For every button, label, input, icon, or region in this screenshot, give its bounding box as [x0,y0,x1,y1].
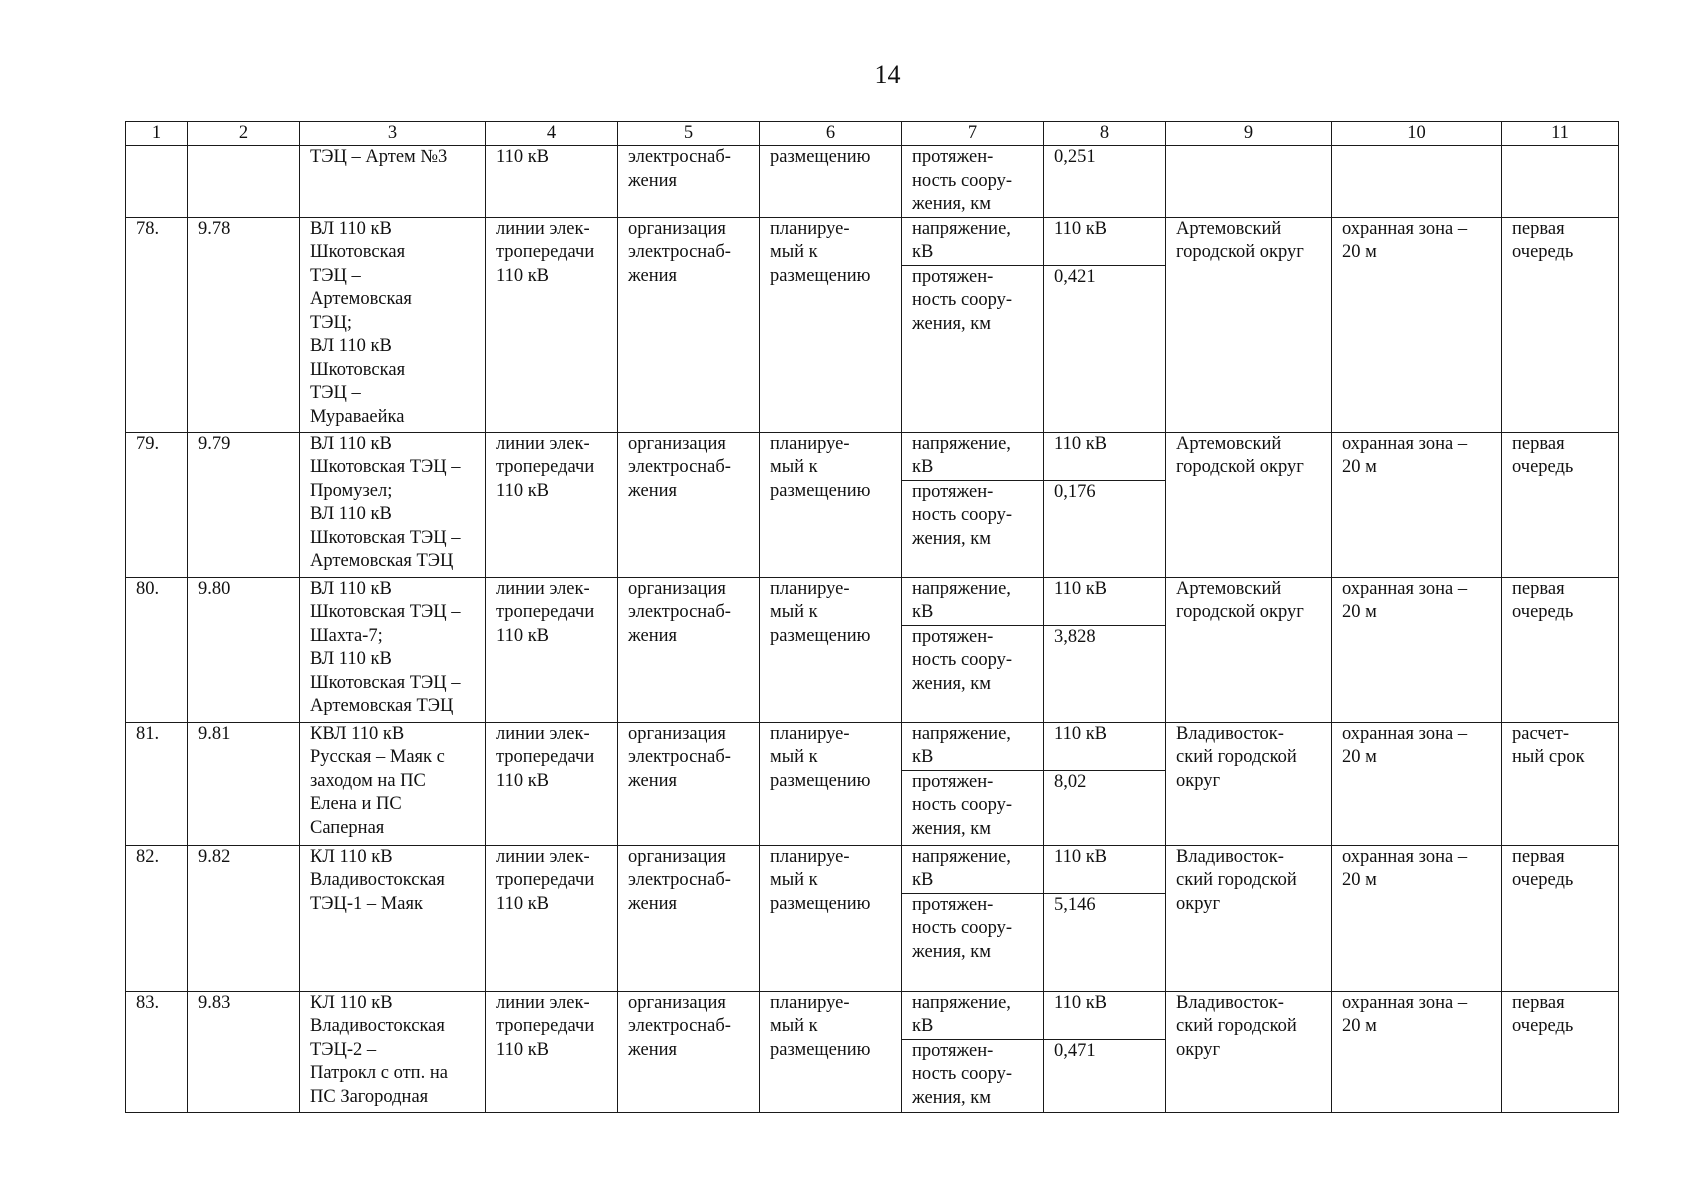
table-row [126,991,1619,1039]
cell-num [126,146,188,218]
cell-location: Владивосток- ский городской округ [1166,722,1332,845]
cell-zone: охранная зона – 20 м [1332,991,1502,1112]
cell-name: ВЛ 110 кВ Шкотовская ТЭЦ – Промузел; ВЛ 110 кВ Шкотовская ТЭЦ – Артемовская ТЭЦ [300,432,486,577]
cell-name: КЛ 110 кВ Владивостокская ТЭЦ-1 – Маяк [300,845,486,991]
cell-code: 9.78 [188,217,300,432]
cell-location: Артемовский городской округ [1166,432,1332,577]
cell-param-name: протяжен- ность соору- жения, км [902,1039,1044,1112]
cell-status: планируе- мый к размещению [760,432,902,577]
cell-type: линии элек- тропередачи 110 кВ [486,217,618,432]
cell-purpose: электроснаб- жения [618,146,760,218]
cell-param-value: 5,146 [1044,893,1166,991]
cell-name: КЛ 110 кВ Владивостокская ТЭЦ-2 – Патрокл с отп. на ПС Загородная [300,991,486,1112]
cell-term: расчет- ный срок [1502,722,1619,845]
column-header: 9 [1166,122,1332,146]
column-header: 10 [1332,122,1502,146]
cell-param-name: протяжен- ность соору- жения, км [902,625,1044,722]
cell-status: планируе- мый к размещению [760,722,902,845]
objects-table [125,121,1619,1113]
cell-name: ВЛ 110 кВ Шкотовская ТЭЦ – Шахта-7; ВЛ 110 кВ Шкотовская ТЭЦ – Артемовская ТЭЦ [300,577,486,722]
column-header: 6 [760,122,902,146]
table-row [126,577,1619,625]
cell-param-value: 8,02 [1044,770,1166,845]
table-row [126,217,1619,265]
cell-param-value: 110 кВ [1044,722,1166,770]
cell-num: 81. [126,722,188,845]
cell-purpose: организация электроснаб- жения [618,432,760,577]
cell-code: 9.80 [188,577,300,722]
column-header: 2 [188,122,300,146]
column-header: 7 [902,122,1044,146]
cell-param-name: протяжен- ность соору- жения, км [902,265,1044,432]
cell-location [1166,146,1332,218]
column-header: 4 [486,122,618,146]
cell-name: ВЛ 110 кВ Шкотовская ТЭЦ – Артемовская ТЭЦ; ВЛ 110 кВ Шкотовская ТЭЦ – Мураваейка [300,217,486,432]
cell-location: Артемовский городской округ [1166,577,1332,722]
cell-status: планируе- мый к размещению [760,991,902,1112]
cell-term: первая очередь [1502,991,1619,1112]
cell-param-name: напряжение, кВ [902,722,1044,770]
cell-code: 9.81 [188,722,300,845]
cell-zone: охранная зона – 20 м [1332,577,1502,722]
cell-num: 78. [126,217,188,432]
column-header: 3 [300,122,486,146]
cell-status: планируе- мый к размещению [760,845,902,991]
cell-type: линии элек- тропередачи 110 кВ [486,577,618,722]
cell-param-name: напряжение, кВ [902,432,1044,480]
cell-param-value: 0,421 [1044,265,1166,432]
cell-code: 9.79 [188,432,300,577]
cell-code [188,146,300,218]
cell-param-value: 3,828 [1044,625,1166,722]
cell-param-value: 110 кВ [1044,991,1166,1039]
table-row-continuation [126,146,1619,218]
cell-num: 82. [126,845,188,991]
cell-param-value: 0,176 [1044,480,1166,577]
cell-name: ТЭЦ – Артем №3 [300,146,486,218]
cell-param-name: протяжен- ность соору- жения, км [902,480,1044,577]
cell-zone: охранная зона – 20 м [1332,845,1502,991]
cell-num: 79. [126,432,188,577]
cell-location: Владивосток- ский городской округ [1166,991,1332,1112]
cell-param-value: 110 кВ [1044,845,1166,893]
cell-param-value: 0,251 [1044,146,1166,218]
cell-location: Владивосток- ский городской округ [1166,845,1332,991]
cell-zone [1332,146,1502,218]
cell-term: первая очередь [1502,845,1619,991]
header-row [126,122,1619,146]
cell-term: первая очередь [1502,577,1619,722]
cell-zone: охранная зона – 20 м [1332,217,1502,432]
cell-type: линии элек- тропередачи 110 кВ [486,991,618,1112]
cell-purpose: организация электроснаб- жения [618,845,760,991]
cell-term [1502,146,1619,218]
cell-param-name: напряжение, кВ [902,845,1044,893]
cell-purpose: организация электроснаб- жения [618,217,760,432]
cell-zone: охранная зона – 20 м [1332,432,1502,577]
cell-param-name: протяжен- ность соору- жения, км [902,770,1044,845]
cell-num: 80. [126,577,188,722]
cell-type: линии элек- тропередачи 110 кВ [486,845,618,991]
cell-purpose: организация электроснаб- жения [618,577,760,722]
column-header: 8 [1044,122,1166,146]
cell-param-name: протяжен- ность соору- жения, км [902,893,1044,991]
cell-type: линии элек- тропередачи 110 кВ [486,432,618,577]
table-row [126,432,1619,480]
cell-param-name: протяжен- ность соору- жения, км [902,146,1044,218]
cell-param-value: 110 кВ [1044,432,1166,480]
cell-param-value: 0,471 [1044,1039,1166,1112]
column-header: 11 [1502,122,1619,146]
column-header: 5 [618,122,760,146]
cell-code: 9.82 [188,845,300,991]
column-header: 1 [126,122,188,146]
table-row [126,722,1619,770]
cell-term: первая очередь [1502,217,1619,432]
cell-param-name: напряжение, кВ [902,577,1044,625]
cell-status: планируе- мый к размещению [760,577,902,722]
page-number: 14 [874,60,901,89]
cell-purpose: организация электроснаб- жения [618,991,760,1112]
cell-param-name: напряжение, кВ [902,217,1044,265]
cell-term: первая очередь [1502,432,1619,577]
cell-type: 110 кВ [486,146,618,218]
cell-name: КВЛ 110 кВ Русская – Маяк с заходом на ПС Елена и ПС Саперная [300,722,486,845]
cell-status: планируе- мый к размещению [760,217,902,432]
cell-num: 83. [126,991,188,1112]
cell-param-value: 110 кВ [1044,577,1166,625]
table-row [126,845,1619,893]
cell-location: Артемовский городской округ [1166,217,1332,432]
cell-purpose: организация электроснаб- жения [618,722,760,845]
cell-zone: охранная зона – 20 м [1332,722,1502,845]
cell-param-name: напряжение, кВ [902,991,1044,1039]
cell-param-value: 110 кВ [1044,217,1166,265]
cell-status: размещению [760,146,902,218]
cell-code: 9.83 [188,991,300,1112]
cell-type: линии элек- тропередачи 110 кВ [486,722,618,845]
